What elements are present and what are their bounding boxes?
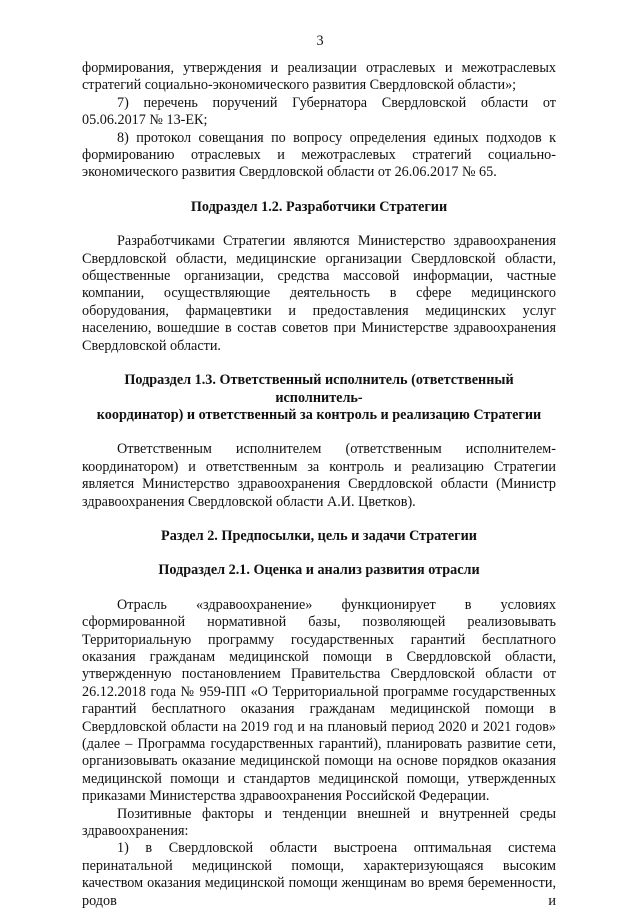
document-body [82,60,556,910]
paragraph-continuation: формирования, утверждения и реализации отраслевых и межотраслевых стратегий социально-экономического развития Свердловской области»; [82,60,556,94]
heading-subsection-1-3-line2: координатор) и ответственный за контроль и реализацию Стратегии [96,406,542,423]
paragraph-positive-factors: Позитивные факторы и тенденции внешней и внутренней среды здравоохранения: [82,805,556,840]
paragraph-item-1: 1) в Свердловской области выстроена оптимальная система перинатальной медицинской помощи, характеризующаяся высоким качеством оказания медицинской помощи женщинам во время беременности, родов и [82,840,556,909]
heading-subsection-2-1: Подраздел 2.1. Оценка и анализ развития отрасли [158,562,480,579]
paragraph-developers: Разработчиками Стратегии являются Министерство здравоохранения Свердловской области, медицинские организации Свердловской области, общественные организации, средства массовой информации, частные компании, осуществляющие деятельность в сфере медицинского оборудования, фармацевтики и предоставления медицинских услуг населению, вошедшие в состав советов при Министерстве здравоохранения Свердловской области. [82,233,556,354]
heading-subsection-1-3-line1: Подраздел 1.3. Ответственный исполнитель (ответственный исполнитель- [124,372,514,406]
heading-subsection-1-3 [82,372,556,424]
paragraph-industry: Отрасль «здравоохранение» функционирует в условиях сформированной нормативной базы, позволяющей реализовывать Территориальную программу государственных гарантий бесплатного оказания гражданам медицинской помощи в Свердловской области, утвержденную постановлением Правительства Свердловской области от 26.12.2018 года № 959-ПП «О Территориальной программе государственных гарантий бесплатного оказания гражданам медицинской помощи в Свердловской области на 2019 год и на плановый период 2020 и 2021 годов» (далее – Программа государственных гарантий), планировать развитие сети, организовывать оказание медицинской помощи на основе порядков оказания медицинской помощи и стандартов медицинской помощи, утвержденных приказами Министерства здравоохранения Российской Федерации. [82,596,556,805]
paragraph-item-8: 8) протокол совещания по вопросу определения единых подходов к формированию отраслевых и межотраслевых стратегий социально-экономического развития Свердловской области от 26.06.2017 № 65. [82,129,556,181]
page-number: 3 [316,33,324,49]
heading-subsection-1-2: Подраздел 1.2. Разработчики Стратегии [190,198,448,215]
paragraph-responsible: Ответственным исполнителем (ответственным исполнителем-координатором) и ответственным за контроль и реализацию Стратегии является Министерство здравоохранения Свердловской области (Министр здравоохранения Свердловской области А.И. Цветков). [82,441,556,510]
paragraph-item-7: 7) перечень поручений Губернатора Свердловской области от 05.06.2017 № 13-ЕК; [82,94,556,129]
heading-section-2: Раздел 2. Предпосылки, цель и задачи Стратегии [161,527,477,544]
